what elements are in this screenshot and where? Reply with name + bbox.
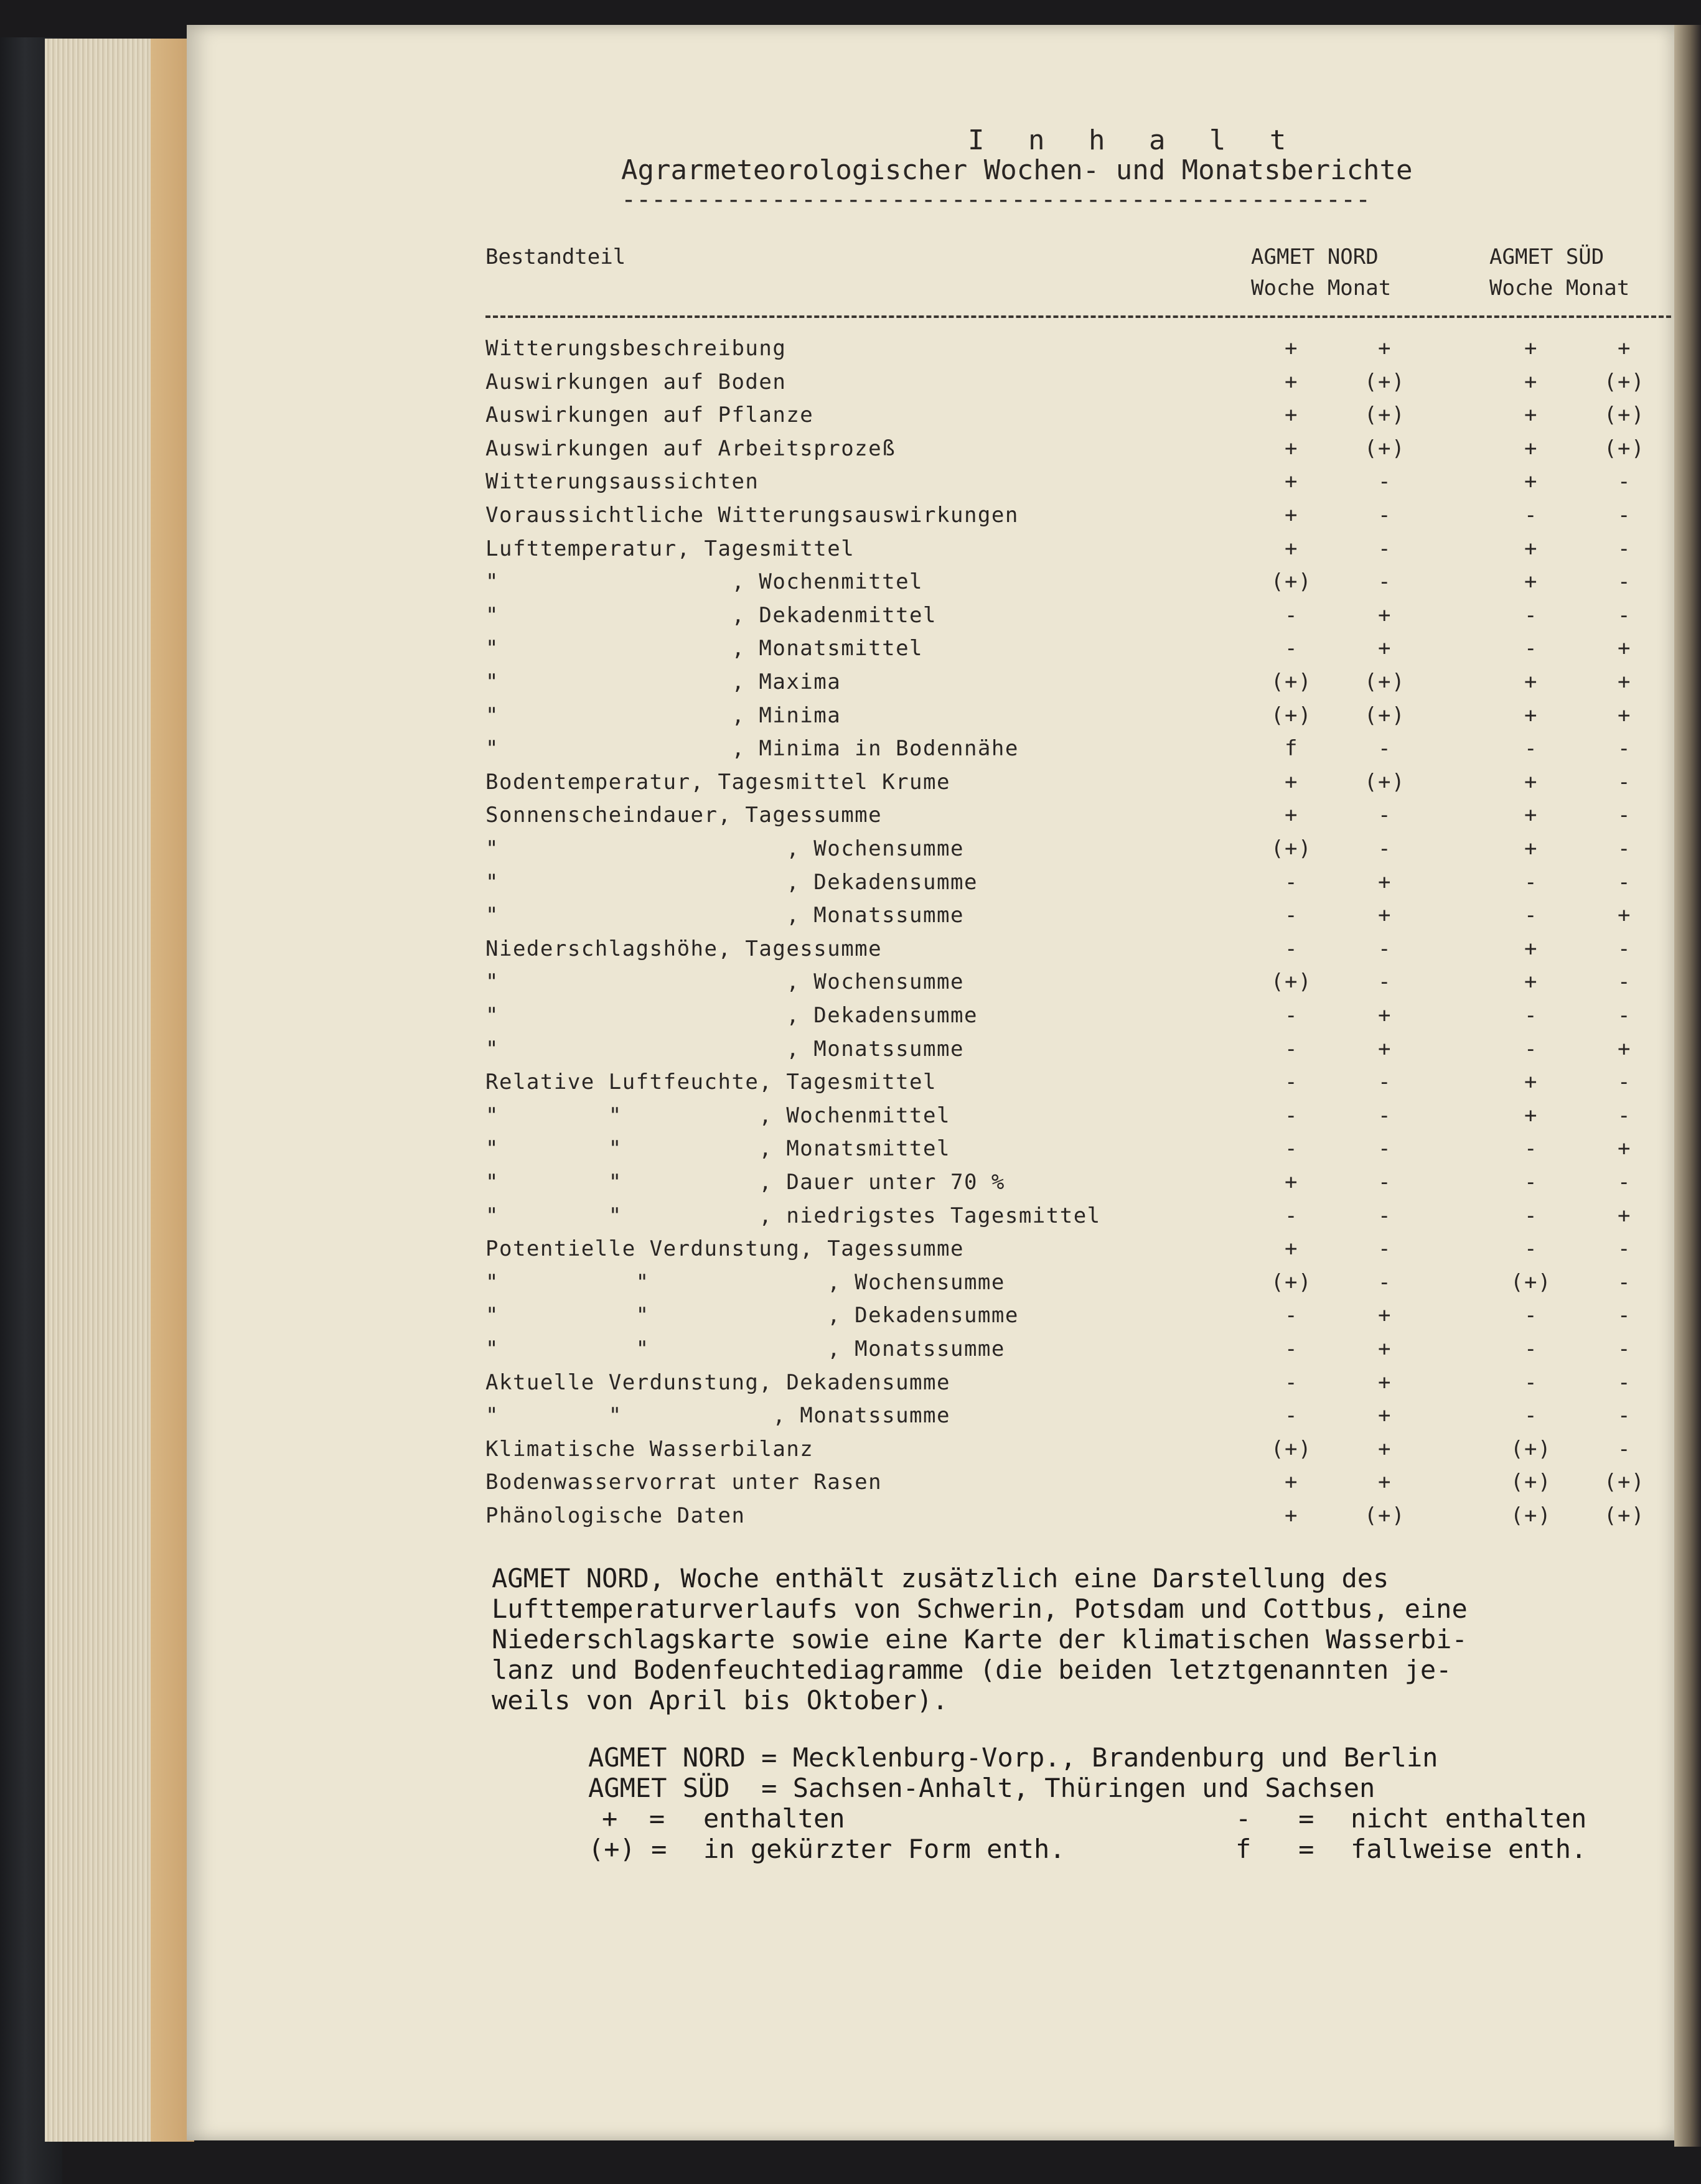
page-title: Agrarmeteorologischer Wochen- und Monatsberichte xyxy=(621,154,1413,186)
cell-sued-monat: - xyxy=(1618,503,1631,528)
cell-nord-woche: - xyxy=(1285,1370,1298,1395)
legend-plus-symbol: + = xyxy=(602,1803,665,1834)
cell-sued-woche: (+) xyxy=(1511,1503,1552,1528)
row-label: Voraussichtliche Witterungsauswirkungen xyxy=(485,503,1019,528)
cell-sued-woche: (+) xyxy=(1511,1269,1552,1295)
table-row xyxy=(485,803,1668,834)
cell-sued-monat: - xyxy=(1618,869,1631,895)
column-header-bestandteil: Bestandteil xyxy=(485,245,626,269)
table-row xyxy=(485,670,1668,701)
cell-nord-woche: (+) xyxy=(1271,1269,1312,1295)
cell-sued-monat: + xyxy=(1618,1203,1631,1228)
cell-sued-monat: (+) xyxy=(1604,1503,1645,1528)
cell-nord-monat: + xyxy=(1378,1403,1392,1429)
cell-sued-monat: - xyxy=(1618,1403,1631,1429)
cell-sued-woche: - xyxy=(1524,1236,1538,1262)
row-label: " , Dekadenmittel xyxy=(485,602,937,628)
row-label: " , Wochenmittel xyxy=(485,569,924,595)
cell-nord-monat: - xyxy=(1378,1203,1392,1228)
cell-sued-monat: + xyxy=(1618,1136,1631,1162)
row-label: Relative Luftfeuchte, Tagesmittel xyxy=(485,1070,937,1095)
cell-nord-monat: - xyxy=(1378,1103,1392,1128)
cell-nord-monat: + xyxy=(1378,1436,1392,1462)
row-label: " , Maxima xyxy=(485,670,841,694)
legend-line xyxy=(588,1773,1659,1803)
cell-nord-woche: - xyxy=(1285,1203,1298,1228)
table-row xyxy=(485,770,1668,801)
cell-sued-woche: + xyxy=(1524,1070,1538,1095)
cell-nord-monat: - xyxy=(1378,503,1392,528)
cell-sued-monat: - xyxy=(1618,602,1631,628)
cell-sued-woche: + xyxy=(1524,469,1538,495)
cell-nord-monat: - xyxy=(1378,936,1392,961)
cell-sued-woche: - xyxy=(1524,1036,1538,1062)
table-row xyxy=(485,1437,1668,1468)
row-label: " , Minima in Bodennähe xyxy=(485,736,1019,762)
note-line: lanz und Bodenfeuchtediagramme (die beiden letztgenannten je- xyxy=(492,1654,1452,1685)
row-label: " , Minima xyxy=(485,702,841,728)
table-row xyxy=(485,1136,1668,1167)
title-underline: -------------------------------------------------- xyxy=(621,185,1371,204)
row-label: Auswirkungen auf Boden xyxy=(485,369,787,394)
cell-nord-woche: - xyxy=(1285,936,1298,961)
table-row xyxy=(485,1337,1668,1368)
note-line: AGMET NORD, Woche enthält zusätzlich eine Darstellung des xyxy=(492,1563,1389,1594)
cell-nord-monat: + xyxy=(1378,869,1392,895)
row-label: " , Wochensumme xyxy=(485,836,964,861)
cell-nord-monat: - xyxy=(1378,469,1392,495)
cell-sued-woche: - xyxy=(1524,736,1538,762)
cell-sued-woche: + xyxy=(1524,1103,1538,1128)
row-label: Witterungsaussichten xyxy=(485,469,759,495)
cell-sued-woche: - xyxy=(1524,503,1538,528)
table-row xyxy=(485,836,1668,867)
cell-sued-monat: + xyxy=(1618,636,1631,661)
cell-sued-monat: - xyxy=(1618,1003,1631,1028)
table-row xyxy=(485,1103,1668,1134)
cell-nord-monat: + xyxy=(1378,636,1392,661)
row-label: Niederschlagshöhe, Tagessumme xyxy=(485,936,883,961)
cell-nord-woche: - xyxy=(1285,903,1298,928)
cell-nord-monat: (+) xyxy=(1364,670,1405,694)
row-label: " " , Wochenmittel xyxy=(485,1103,950,1128)
cell-sued-woche: + xyxy=(1524,536,1538,561)
cell-nord-monat: - xyxy=(1378,803,1392,828)
cell-nord-woche: + xyxy=(1285,436,1298,461)
cell-nord-woche: - xyxy=(1285,869,1298,895)
table-row xyxy=(485,1470,1668,1501)
cell-nord-woche: (+) xyxy=(1271,670,1312,694)
row-label: Klimatische Wasserbilanz xyxy=(485,1436,814,1462)
cell-nord-monat: - xyxy=(1378,836,1392,861)
table-row xyxy=(485,936,1668,968)
cell-nord-monat: (+) xyxy=(1364,769,1405,795)
cell-nord-woche: - xyxy=(1285,1103,1298,1128)
cell-sued-woche: - xyxy=(1524,1203,1538,1228)
legend-plus-text: enthalten xyxy=(703,1803,845,1834)
cell-nord-monat: + xyxy=(1378,903,1392,928)
table-row xyxy=(485,1236,1668,1267)
cell-nord-monat: (+) xyxy=(1364,403,1405,428)
cell-nord-woche: + xyxy=(1285,536,1298,561)
column-sub-nord: Woche Monat xyxy=(1251,276,1392,301)
legend-f-symbol: f = xyxy=(1235,1834,1314,1864)
cell-sued-monat: - xyxy=(1618,1070,1631,1095)
cell-sued-woche: - xyxy=(1524,1403,1538,1429)
cell-sued-monat: - xyxy=(1618,1103,1631,1128)
row-label: Auswirkungen auf Arbeitsprozeß xyxy=(485,436,896,461)
cell-sued-monat: + xyxy=(1618,670,1631,694)
cell-nord-woche: (+) xyxy=(1271,969,1312,995)
cell-nord-woche: - xyxy=(1285,1303,1298,1328)
table-header-rule xyxy=(485,315,1671,329)
cell-sued-monat: - xyxy=(1618,969,1631,995)
cell-nord-monat: - xyxy=(1378,1136,1392,1162)
row-label: " " , niedrigstes Tagesmittel xyxy=(485,1203,1101,1228)
cell-sued-monat: - xyxy=(1618,569,1631,595)
table-row xyxy=(485,370,1668,401)
cell-sued-woche: - xyxy=(1524,602,1538,628)
row-label: " " , Wochensumme xyxy=(485,1269,1005,1295)
legend-partial-symbol: (+) = xyxy=(588,1834,667,1864)
table-row xyxy=(485,469,1668,500)
cell-nord-monat: - xyxy=(1378,569,1392,595)
cell-sued-monat: - xyxy=(1618,469,1631,495)
cell-sued-woche: - xyxy=(1524,1370,1538,1395)
cell-sued-monat: - xyxy=(1618,1370,1631,1395)
row-label: Bodenwasservorrat unter Rasen xyxy=(485,1470,883,1495)
table-row xyxy=(485,1003,1668,1034)
row-label: " " , Monatssumme xyxy=(485,1337,1005,1361)
cell-sued-monat: (+) xyxy=(1604,1470,1645,1495)
cell-sued-monat: - xyxy=(1618,1170,1631,1195)
row-label: " , Wochensumme xyxy=(485,969,964,995)
cell-nord-woche: - xyxy=(1285,1070,1298,1095)
cell-sued-woche: + xyxy=(1524,769,1538,795)
cell-sued-woche: - xyxy=(1524,903,1538,928)
legend-f-text: fallweise enth. xyxy=(1351,1834,1587,1864)
table-row xyxy=(485,1203,1668,1234)
cell-nord-woche: f xyxy=(1285,736,1298,762)
cell-sued-monat: (+) xyxy=(1604,436,1645,461)
row-label: " , Dekadensumme xyxy=(485,869,978,895)
row-label: Witterungsbeschreibung xyxy=(485,336,787,361)
column-group-sued: AGMET SÜD xyxy=(1489,245,1605,269)
table-row xyxy=(485,1270,1668,1301)
cell-sued-woche: + xyxy=(1524,803,1538,828)
table-row xyxy=(485,1170,1668,1201)
cell-sued-woche: + xyxy=(1524,436,1538,461)
cell-sued-monat: - xyxy=(1618,1337,1631,1361)
cell-sued-woche: + xyxy=(1524,670,1538,694)
column-sub-sued: Woche Monat xyxy=(1489,276,1630,301)
cell-sued-monat: - xyxy=(1618,836,1631,861)
cell-nord-monat: - xyxy=(1378,736,1392,762)
cell-sued-woche: + xyxy=(1524,369,1538,394)
cell-nord-woche: + xyxy=(1285,369,1298,394)
cell-nord-monat: + xyxy=(1378,336,1392,361)
row-label: " , Dekadensumme xyxy=(485,1003,978,1028)
legend-minus-symbol: - = xyxy=(1235,1803,1314,1834)
row-label: Potentielle Verdunstung, Tagessumme xyxy=(485,1236,964,1262)
row-label: Lufttemperatur, Tagesmittel xyxy=(485,536,855,561)
cell-nord-woche: + xyxy=(1285,1170,1298,1195)
row-label: " , Monatssumme xyxy=(485,903,964,928)
cell-nord-woche: + xyxy=(1285,1470,1298,1495)
cell-nord-monat: + xyxy=(1378,1470,1392,1495)
cell-sued-monat: - xyxy=(1618,769,1631,795)
cell-nord-woche: - xyxy=(1285,1136,1298,1162)
cell-sued-monat: (+) xyxy=(1604,403,1645,428)
note-line: Niederschlagskarte sowie eine Karte der klimatischen Wasserbi- xyxy=(492,1624,1468,1654)
cell-sued-woche: + xyxy=(1524,403,1538,428)
legend-partial-text: in gekürzter Form enth. xyxy=(703,1834,1066,1864)
note-line: Lufttemperaturverlaufs von Schwerin, Potsdam und Cottbus, eine xyxy=(492,1594,1468,1624)
cell-sued-monat: - xyxy=(1618,1236,1631,1262)
legend-sued: AGMET SÜD = Sachsen-Anhalt, Thüringen und Sachsen xyxy=(588,1773,1375,1803)
page-heading: I n h a l t xyxy=(968,124,1300,156)
cell-sued-monat: + xyxy=(1618,336,1631,361)
note-paragraph xyxy=(492,1563,1674,1715)
cell-nord-monat: - xyxy=(1378,536,1392,561)
cell-sued-woche: + xyxy=(1524,569,1538,595)
cell-sued-monat: - xyxy=(1618,536,1631,561)
cell-sued-monat: - xyxy=(1618,1436,1631,1462)
cell-sued-woche: - xyxy=(1524,1170,1538,1195)
cell-nord-monat: + xyxy=(1378,1003,1392,1028)
cell-sued-woche: + xyxy=(1524,936,1538,961)
cell-nord-woche: + xyxy=(1285,469,1298,495)
cell-nord-woche: - xyxy=(1285,1036,1298,1062)
cell-nord-woche: (+) xyxy=(1271,1436,1312,1462)
row-label: " " , Dekadensumme xyxy=(485,1303,1019,1328)
row-label: Aktuelle Verdunstung, Dekadensumme xyxy=(485,1370,950,1395)
cell-sued-woche: - xyxy=(1524,1136,1538,1162)
cell-sued-woche: + xyxy=(1524,969,1538,995)
cell-nord-monat: (+) xyxy=(1364,702,1405,728)
cell-nord-woche: (+) xyxy=(1271,702,1312,728)
cell-sued-woche: - xyxy=(1524,1003,1538,1028)
cell-nord-monat: (+) xyxy=(1364,436,1405,461)
cell-nord-monat: - xyxy=(1378,1269,1392,1295)
legend-nord: AGMET NORD = Mecklenburg-Vorp., Brandenburg und Berlin xyxy=(588,1742,1438,1773)
table-row xyxy=(485,503,1668,534)
legend-line xyxy=(588,1834,1659,1864)
cell-sued-woche: (+) xyxy=(1511,1436,1552,1462)
cell-sued-woche: + xyxy=(1524,336,1538,361)
cell-sued-woche: + xyxy=(1524,702,1538,728)
cell-sued-monat: - xyxy=(1618,736,1631,762)
table-row xyxy=(485,703,1668,734)
table-row xyxy=(485,436,1668,467)
cell-nord-woche: - xyxy=(1285,1403,1298,1429)
cell-sued-monat: - xyxy=(1618,1303,1631,1328)
cell-sued-woche: - xyxy=(1524,1303,1538,1328)
cell-nord-woche: - xyxy=(1285,1337,1298,1361)
table-row xyxy=(485,636,1668,667)
cell-nord-monat: - xyxy=(1378,1170,1392,1195)
cell-nord-monat: - xyxy=(1378,969,1392,995)
table-row xyxy=(485,1503,1668,1534)
page-right-edge xyxy=(1674,25,1701,2147)
table-row xyxy=(485,903,1668,934)
table-row xyxy=(485,736,1668,767)
cell-nord-monat: - xyxy=(1378,1236,1392,1262)
cell-nord-woche: - xyxy=(1285,636,1298,661)
table-row xyxy=(485,536,1668,567)
column-group-nord: AGMET NORD xyxy=(1251,245,1379,269)
cell-nord-woche: + xyxy=(1285,1236,1298,1262)
row-label: " , Monatsmittel xyxy=(485,636,924,661)
page-edges xyxy=(45,39,194,2142)
cell-nord-monat: + xyxy=(1378,1337,1392,1361)
row-label: " , Monatssumme xyxy=(485,1036,964,1062)
row-label: Phänologische Daten xyxy=(485,1503,746,1528)
cell-nord-woche: + xyxy=(1285,1503,1298,1528)
table-row xyxy=(485,1303,1668,1334)
table-row xyxy=(485,403,1668,434)
cell-sued-monat: + xyxy=(1618,702,1631,728)
cell-nord-monat: (+) xyxy=(1364,1503,1405,1528)
cell-nord-woche: (+) xyxy=(1271,836,1312,861)
table-row xyxy=(485,569,1668,600)
cell-nord-monat: + xyxy=(1378,1036,1392,1062)
cell-sued-monat: + xyxy=(1618,1036,1631,1062)
cell-sued-woche: (+) xyxy=(1511,1470,1552,1495)
cell-sued-monat: - xyxy=(1618,936,1631,961)
cell-nord-woche: - xyxy=(1285,1003,1298,1028)
cell-nord-woche: + xyxy=(1285,503,1298,528)
cell-nord-woche: + xyxy=(1285,803,1298,828)
table-row xyxy=(485,1403,1668,1434)
cell-nord-woche: - xyxy=(1285,602,1298,628)
cell-nord-monat: + xyxy=(1378,602,1392,628)
cell-sued-monat: + xyxy=(1618,903,1631,928)
cell-sued-monat: - xyxy=(1618,803,1631,828)
table-row xyxy=(485,336,1668,367)
cell-sued-woche: - xyxy=(1524,869,1538,895)
row-label: " " , Monatssumme xyxy=(485,1403,950,1429)
table-row xyxy=(485,1037,1668,1068)
cell-nord-monat: (+) xyxy=(1364,369,1405,394)
legend-line xyxy=(588,1803,1659,1834)
cell-nord-monat: + xyxy=(1378,1370,1392,1395)
row-label: Sonnenscheindauer, Tagessumme xyxy=(485,803,883,828)
table-row xyxy=(485,603,1668,634)
table-row xyxy=(485,870,1668,901)
table-row xyxy=(485,1070,1668,1101)
cell-sued-woche: + xyxy=(1524,836,1538,861)
cell-nord-woche: + xyxy=(1285,336,1298,361)
note-line: weils von April bis Oktober). xyxy=(492,1685,949,1715)
row-label: Bodentemperatur, Tagesmittel Krume xyxy=(485,769,950,795)
cell-sued-woche: - xyxy=(1524,1337,1538,1361)
table-row xyxy=(485,1370,1668,1401)
cell-nord-woche: (+) xyxy=(1271,569,1312,595)
cell-nord-monat: - xyxy=(1378,1070,1392,1095)
cell-nord-woche: + xyxy=(1285,769,1298,795)
table-row xyxy=(485,969,1668,1001)
row-label: " " , Dauer unter 70 % xyxy=(485,1170,1005,1195)
row-label: Auswirkungen auf Pflanze xyxy=(485,403,814,428)
cell-sued-monat: - xyxy=(1618,1269,1631,1295)
cell-sued-woche: - xyxy=(1524,636,1538,661)
cell-nord-monat: + xyxy=(1378,1303,1392,1328)
row-label: " " , Monatsmittel xyxy=(485,1136,950,1162)
cell-nord-woche: + xyxy=(1285,403,1298,428)
legend-minus-text: nicht enthalten xyxy=(1351,1803,1587,1834)
legend-line xyxy=(588,1742,1659,1773)
cell-sued-monat: (+) xyxy=(1604,369,1645,394)
legend xyxy=(588,1742,1659,1864)
